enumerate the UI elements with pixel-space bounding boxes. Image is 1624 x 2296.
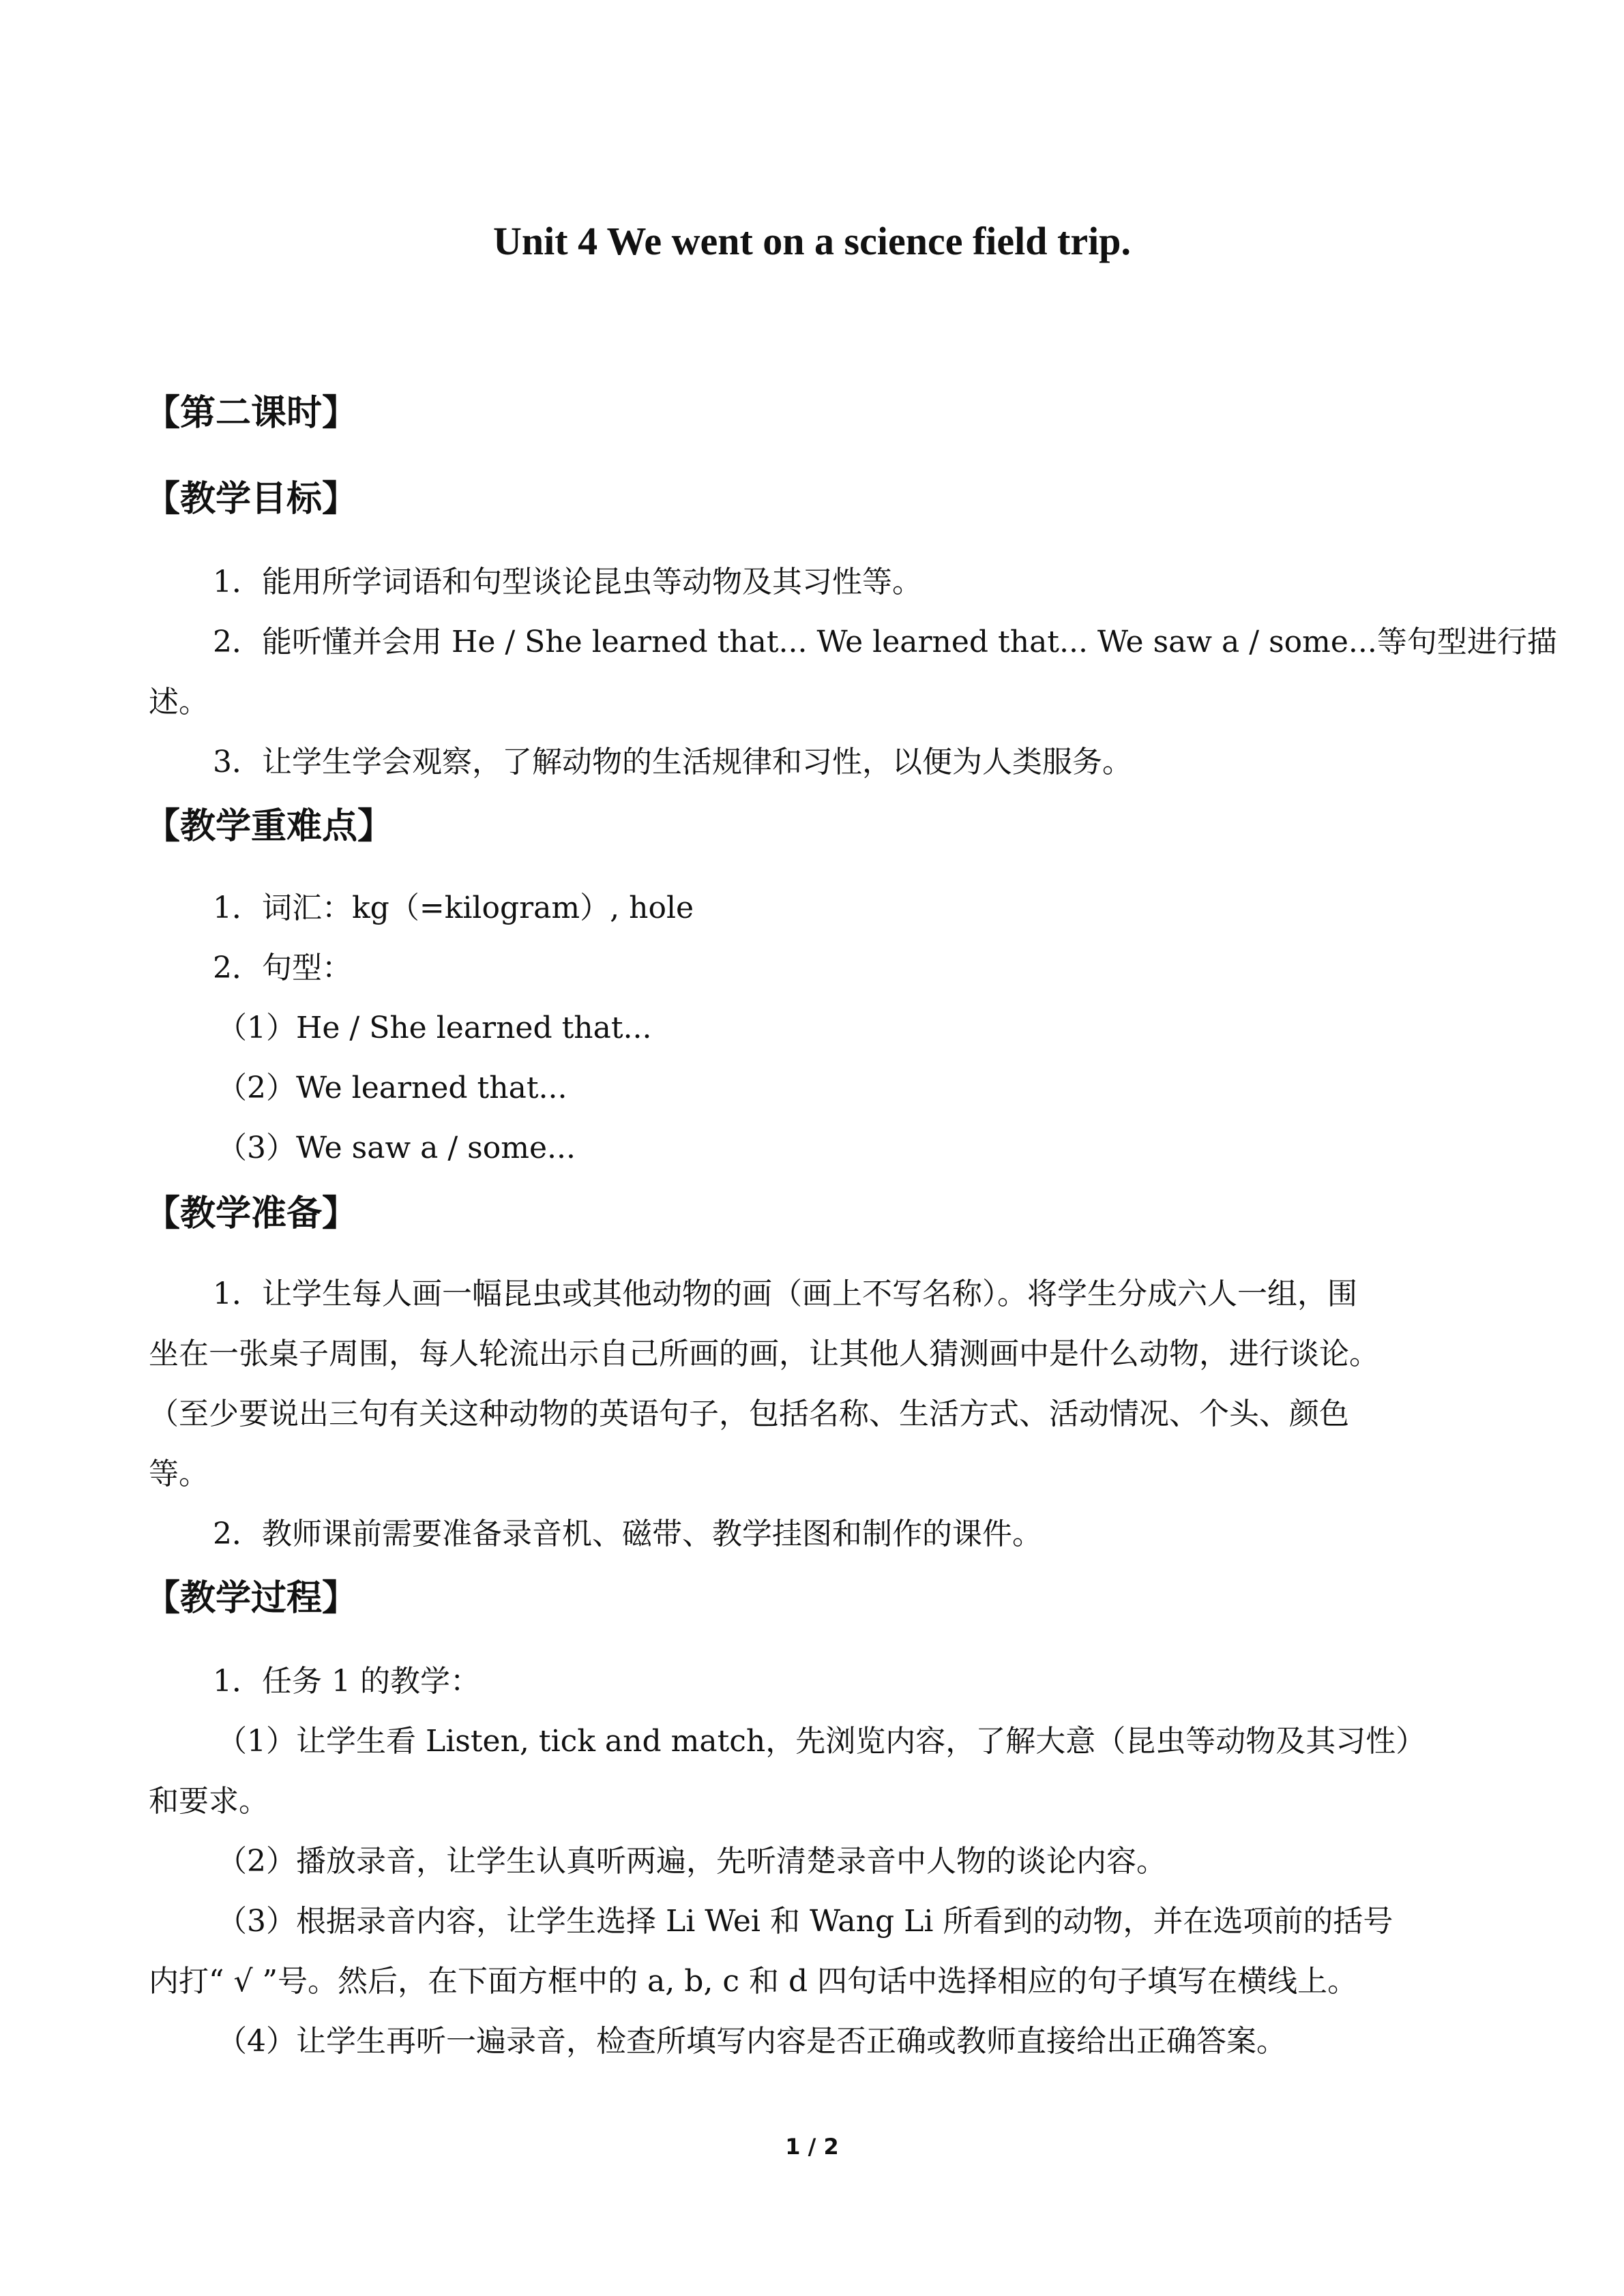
objective-2-line-2: 述。 (149, 685, 209, 719)
preparation-1-line-1: 1．让学生每人画一幅昆虫或其他动物的画（画上不写名称）。将学生分成六人一组，围 (213, 1277, 1357, 1311)
key-point-sentence-3: （3）We saw a / some... (217, 1131, 576, 1165)
section-preparation-heading: 【教学准备】 (145, 1193, 358, 1234)
objective-2-line-1: 2．能听懂并会用 He / She learned that... We learned that... We saw a / some...等句型进行描 (213, 625, 1557, 659)
process-step-1-line-1: （1）让学生看 Listen, tick and match，先浏览内容，了解大意（昆虫等动物及其习性） (217, 1724, 1426, 1759)
process-step-1-line-2: 和要求。 (149, 1784, 269, 1819)
preparation-1-line-2: 坐在一张桌子周围，每人轮流出示自己所画的画，让其他人猜测画中是什么动物，进行谈论。 (149, 1337, 1379, 1371)
section-objectives-heading: 【教学目标】 (145, 479, 358, 520)
document-title: Unit 4 We went on a science field trip. (493, 219, 1131, 263)
preparation-2: 2．教师课前需要准备录音机、磁带、教学挂图和制作的课件。 (213, 1517, 1042, 1551)
key-point-vocabulary: 1．词汇：kg（=kilogram）, hole (213, 891, 694, 925)
objective-1: 1．能用所学词语和句型谈论昆虫等动物及其习性等。 (213, 565, 922, 599)
objective-3: 3．让学生学会观察，了解动物的生活规律和习性，以便为人类服务。 (213, 745, 1132, 779)
key-point-sentence-2: （2）We learned that... (217, 1071, 567, 1105)
process-step-3-line-2: 内打“ √ ”号。然后，在下面方框中的 a, b, c 和 d 四句话中选择相应的句子填写在横线上。 (149, 1964, 1358, 1999)
key-point-sentence-1: （1）He / She learned that... (217, 1011, 652, 1045)
section-key-points-heading: 【教学重难点】 (145, 806, 394, 847)
process-task-1: 1．任务 1 的教学： (213, 1664, 480, 1699)
process-step-2: （2）播放录音，让学生认真听两遍，先听清楚录音中人物的谈论内容。 (217, 1844, 1166, 1879)
preparation-1-line-3: （至少要说出三句有关这种动物的英语句子，包括名称、生活方式、活动情况、个头、颜色 (149, 1397, 1349, 1431)
page-number: 1 / 2 (785, 2134, 839, 2160)
section-lesson-heading: 【第二课时】 (145, 393, 358, 434)
process-step-4: （4）让学生再听一遍录音，检查所填写内容是否正确或教师直接给出正确答案。 (217, 2024, 1286, 2059)
preparation-1-line-4: 等。 (149, 1457, 209, 1491)
section-process-heading: 【教学过程】 (145, 1578, 358, 1619)
key-point-sentences: 2．句型： (213, 951, 352, 985)
process-step-3-line-1: （3）根据录音内容，让学生选择 Li Wei 和 Wang Li 所看到的动物，并在选项前的括号 (217, 1904, 1393, 1939)
